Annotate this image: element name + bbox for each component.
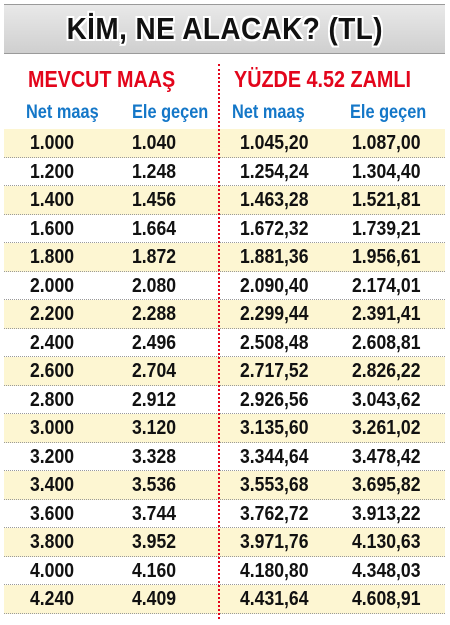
cell-net-salary-current: 3.200 [30,445,75,468]
table-row [4,186,445,215]
cell-net-salary-raised: 1.463,28 [240,189,309,211]
cell-net-salary-raised: 1.881,36 [240,246,309,268]
cell-take-home-raised: 4.608,91 [352,588,421,610]
cell-net-salary-current: 1.400 [30,189,75,211]
cell-net-salary-current: 2.200 [30,303,75,325]
cell-net-salary-current: 3.400 [30,474,75,496]
table-row [4,471,445,500]
cell-net-salary-raised: 3.344,64 [240,445,309,468]
cell-take-home-current: 3.120 [132,417,177,439]
cell-take-home-raised: 2.826,22 [352,360,421,382]
cell-take-home-current: 1.248 [132,160,177,183]
cell-take-home-current: 2.080 [132,274,177,297]
cell-net-salary-raised: 2.717,52 [240,360,309,382]
cell-take-home-current: 3.536 [132,474,177,496]
cell-net-salary-current: 3.800 [30,531,75,553]
cell-take-home-current: 3.952 [132,531,177,553]
cell-take-home-current: 3.328 [132,445,177,468]
cell-net-salary-raised: 4.180,80 [240,559,309,582]
cell-net-salary-raised: 1.672,32 [240,217,309,240]
cell-take-home-raised: 4.348,03 [352,559,421,582]
table-row [4,585,445,614]
cell-net-salary-current: 2.000 [30,274,75,297]
title-bar [4,4,445,54]
salary-table-panel [4,4,445,621]
cell-take-home-raised: 1.739,21 [352,217,421,240]
cell-take-home-current: 4.160 [132,559,177,582]
cell-take-home-current: 2.288 [132,303,177,325]
table-row [4,243,445,272]
cell-take-home-raised: 2.391,41 [352,303,421,325]
cell-take-home-raised: 3.043,62 [352,388,421,411]
cell-take-home-current: 4.409 [132,588,177,610]
section-divider [218,64,220,619]
cell-take-home-current: 1.456 [132,189,177,211]
table-row [4,500,445,529]
cell-net-salary-raised: 3.553,68 [240,474,309,496]
cell-net-salary-raised: 2.508,48 [240,331,309,354]
cell-net-salary-current: 2.400 [30,331,75,354]
cell-take-home-raised: 1.521,81 [352,189,421,211]
cell-take-home-raised: 4.130,63 [352,531,421,553]
cell-take-home-raised: 2.174,01 [352,274,421,297]
cell-net-salary-raised: 3.762,72 [240,502,309,525]
column-header-take-home-current: Ele geçen [132,102,209,123]
cell-net-salary-current: 1.200 [30,160,75,183]
cell-take-home-current: 1.664 [132,217,177,240]
cell-net-salary-current: 3.600 [30,502,75,525]
table-row [4,414,445,443]
page-title: KİM, NE ALACAK? (TL) [66,11,383,46]
cell-take-home-raised: 3.478,42 [352,445,421,468]
table-row [4,215,445,244]
cell-take-home-current: 2.912 [132,388,177,411]
cell-take-home-current: 3.744 [132,502,177,525]
cell-take-home-raised: 1.956,61 [352,246,421,268]
cell-take-home-current: 2.704 [132,360,177,382]
table-row [4,272,445,301]
table-row [4,300,445,329]
table-row [4,386,445,415]
cell-net-salary-raised: 2.299,44 [240,303,309,325]
table-row [4,158,445,187]
cell-take-home-raised: 3.695,82 [352,474,421,496]
cell-take-home-current: 2.496 [132,331,177,354]
table-body [4,129,445,614]
table-row [4,557,445,586]
cell-net-salary-current: 2.800 [30,388,75,411]
cell-net-salary-raised: 3.135,60 [240,417,309,439]
column-header-net-salary-raised: Net maaş [232,102,305,123]
cell-take-home-raised: 1.087,00 [352,132,421,154]
table-row [4,129,445,158]
cell-net-salary-current: 2.600 [30,360,75,382]
table-row [4,443,445,472]
cell-take-home-raised: 3.261,02 [352,417,421,439]
cell-net-salary-current: 1.000 [30,132,75,154]
cell-net-salary-raised: 1.254,24 [240,160,309,183]
cell-take-home-raised: 1.304,40 [352,160,421,183]
cell-take-home-raised: 2.608,81 [352,331,421,354]
column-header-net-salary-current: Net maaş [26,102,99,123]
table-row [4,329,445,358]
table-row [4,528,445,557]
cell-net-salary-raised: 2.090,40 [240,274,309,297]
cell-take-home-raised: 3.913,22 [352,502,421,525]
section-header-current-salary: MEVCUT MAAŞ [28,66,176,92]
cell-net-salary-current: 1.800 [30,246,75,268]
cell-take-home-current: 1.872 [132,246,177,268]
cell-net-salary-raised: 2.926,56 [240,388,309,411]
table-row [4,357,445,386]
cell-net-salary-current: 4.240 [30,588,75,610]
cell-net-salary-current: 1.600 [30,217,75,240]
cell-net-salary-current: 3.000 [30,417,75,439]
cell-net-salary-raised: 3.971,76 [240,531,309,553]
cell-net-salary-raised: 1.045,20 [240,132,309,154]
cell-take-home-current: 1.040 [132,132,177,154]
cell-net-salary-raised: 4.431,64 [240,588,309,610]
section-header-raised-salary: YÜZDE 4.52 ZAMLI [234,66,411,92]
cell-net-salary-current: 4.000 [30,559,75,582]
column-header-take-home-raised: Ele geçen [350,102,427,123]
